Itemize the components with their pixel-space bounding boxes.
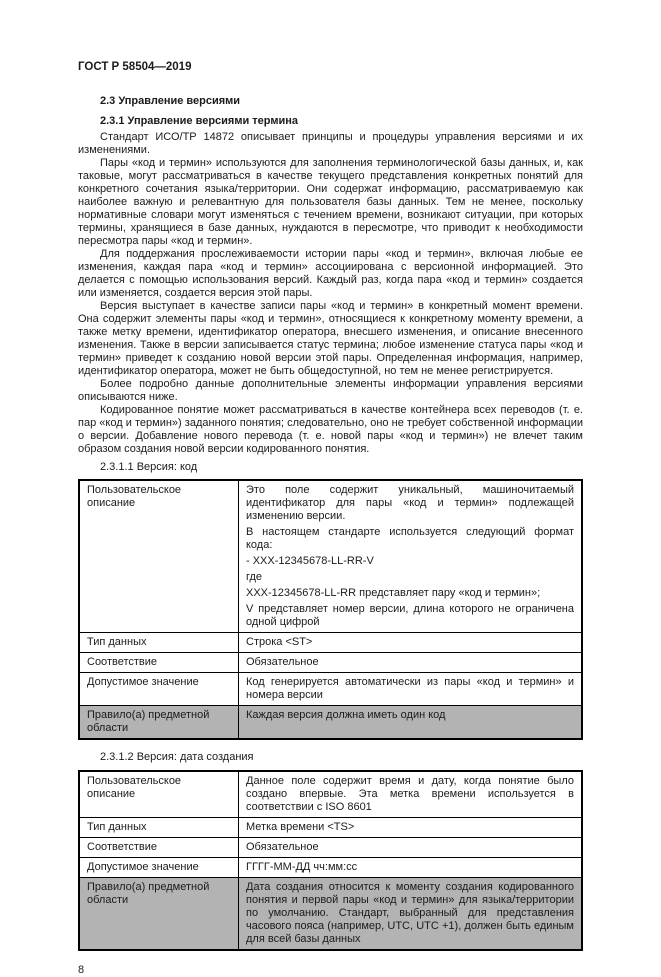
- table-row-user-description: [79, 771, 582, 818]
- row-label: Соответствие: [79, 838, 239, 858]
- row-value: Строка <ST>: [239, 633, 583, 653]
- row-value: Обязательное: [239, 838, 583, 858]
- paragraph-traceability: Для поддержания прослеживаемости истории пары «код и термин», включая любые ее изменения, каждая пара «код и термин» ассоциирована с версионной информацией. Это делается с помощью использования версий. Каждый раз, когда пара «код и термин» создается или изменяется, создается версия этой пары.: [78, 248, 583, 299]
- row-value: [239, 480, 583, 633]
- table-row-data-type: [79, 818, 582, 838]
- row-value: ГГГГ-ММ-ДД чч:мм:сс: [239, 858, 583, 878]
- cell-paragraph: где: [246, 571, 263, 583]
- cell-paragraph: Это поле содержит уникальный, машиночитаемый идентификатор для пары «код и термин» подлежащей изменению версии.: [246, 484, 574, 522]
- row-label: Тип данных: [79, 633, 239, 653]
- cell-paragraph: В настоящем стандарте используется следующий формат кода:: [246, 526, 574, 551]
- page-number: 8: [78, 964, 85, 976]
- row-label: Пользовательское описание: [79, 480, 239, 633]
- table-row-domain-rule: [79, 706, 582, 740]
- row-label: Пользовательское описание: [79, 771, 239, 818]
- table-row-allowed-value: [79, 858, 582, 878]
- row-value: Код генерируется автоматически из пары «код и термин» и номера версии: [239, 673, 583, 706]
- table-row-data-type: [79, 633, 582, 653]
- paragraph-details-below: Более подробно данные дополнительные элементы информации управления версиями описываются ниже.: [78, 378, 583, 403]
- table-row-conformance: [79, 838, 582, 858]
- paragraph-version-record: Версия выступает в качестве записи пары «код и термин» в конкретный момент времени. Она содержит элементы пары «код и термин», относящиеся к конкретному моменту времени, а также метку времени, идентификатор оператора, внесшего изменения, и описание внесенного изменения. Также в версии записывается статус термина; любое изменение статуса пары «код и термин» приведет к созданию новой версии этой пары. Определенная информация, например, идентификатор оператора, может не быть общедоступной, но тем не менее регистрируется.: [78, 300, 583, 377]
- heading-2-3-1-1: 2.3.1.1 Версия: код: [100, 461, 198, 473]
- row-label: Правило(а) предметной области: [79, 706, 239, 740]
- version-creation-date-table: [78, 770, 583, 951]
- paragraph-code-term-pairs: Пары «код и термин» используются для заполнения терминологической базы данных, и, как таковые, могут рассматриваться в качестве текущего представления конкретных понятий для конкретного сочетания языка/территории. Они содержат информацию, рассматриваемую как наиболее важную и релевантную для пользователя базы данных. Тем не менее, поскольку нормативные словари могут изменяться с течением времени, возникают ситуации, при которых термины, хранящиеся в базе данных, нуждаются в пересмотре, что приводит к необходимости пересмотра пары «код и термин».: [78, 157, 583, 247]
- cell-paragraph: - XXX-12345678-LL-RR-V: [246, 555, 374, 567]
- paragraph-standard-intro: Стандарт ИСО/ТР 14872 описывает принципы и процедуры управления версиями и их изменениями.: [78, 131, 583, 156]
- heading-2-3-1: 2.3.1 Управление версиями термина: [100, 115, 299, 127]
- row-value: Обязательное: [239, 653, 583, 673]
- row-label: Допустимое значение: [79, 673, 239, 706]
- cell-paragraph: V представляет номер версии, длина которого не ограничена одной цифрой: [246, 603, 574, 628]
- row-label: Соответствие: [79, 653, 239, 673]
- row-label: Правило(а) предметной области: [79, 878, 239, 951]
- heading-2-3-1-2: 2.3.1.2 Версия: дата создания: [100, 751, 254, 763]
- row-label: Тип данных: [79, 818, 239, 838]
- row-label: Допустимое значение: [79, 858, 239, 878]
- cell-paragraph: XXX-12345678-LL-RR представляет пару «код и термин»;: [246, 587, 541, 599]
- version-code-table: [78, 479, 583, 740]
- row-value: Данное поле содержит время и дату, когда понятие было создано впервые. Эта метка времени используется в соответствии с ISO 8601: [239, 771, 583, 818]
- heading-2-3: 2.3 Управление версиями: [100, 95, 241, 107]
- row-value: Каждая версия должна иметь один код: [239, 706, 583, 740]
- table-row-domain-rule: [79, 878, 582, 951]
- table-row-user-description: [79, 480, 582, 633]
- table-row-conformance: [79, 653, 582, 673]
- row-value: Дата создания относится к моменту создания кодированного понятия и первой пары «код и термин» для языка/территории по умолчанию. Стандарт, выбранный для представления часового пояса (например, UTC, UTC +1), должен быть единым для всей базы данных: [239, 878, 583, 951]
- row-value: Метка времени <TS>: [239, 818, 583, 838]
- document-code-header: ГОСТ Р 58504—2019: [78, 61, 192, 73]
- paragraph-coded-concept: Кодированное понятие может рассматриваться в качестве контейнера всех переводов (т. е. пар «код и термин») заданного понятия; следовательно, оно не требует собственной информации о версии. Добавление нового перевода (т. е. новой пары «код и термин») не влечет таким образом создания новой версии кодированного понятия.: [78, 404, 583, 455]
- table-row-allowed-value: [79, 673, 582, 706]
